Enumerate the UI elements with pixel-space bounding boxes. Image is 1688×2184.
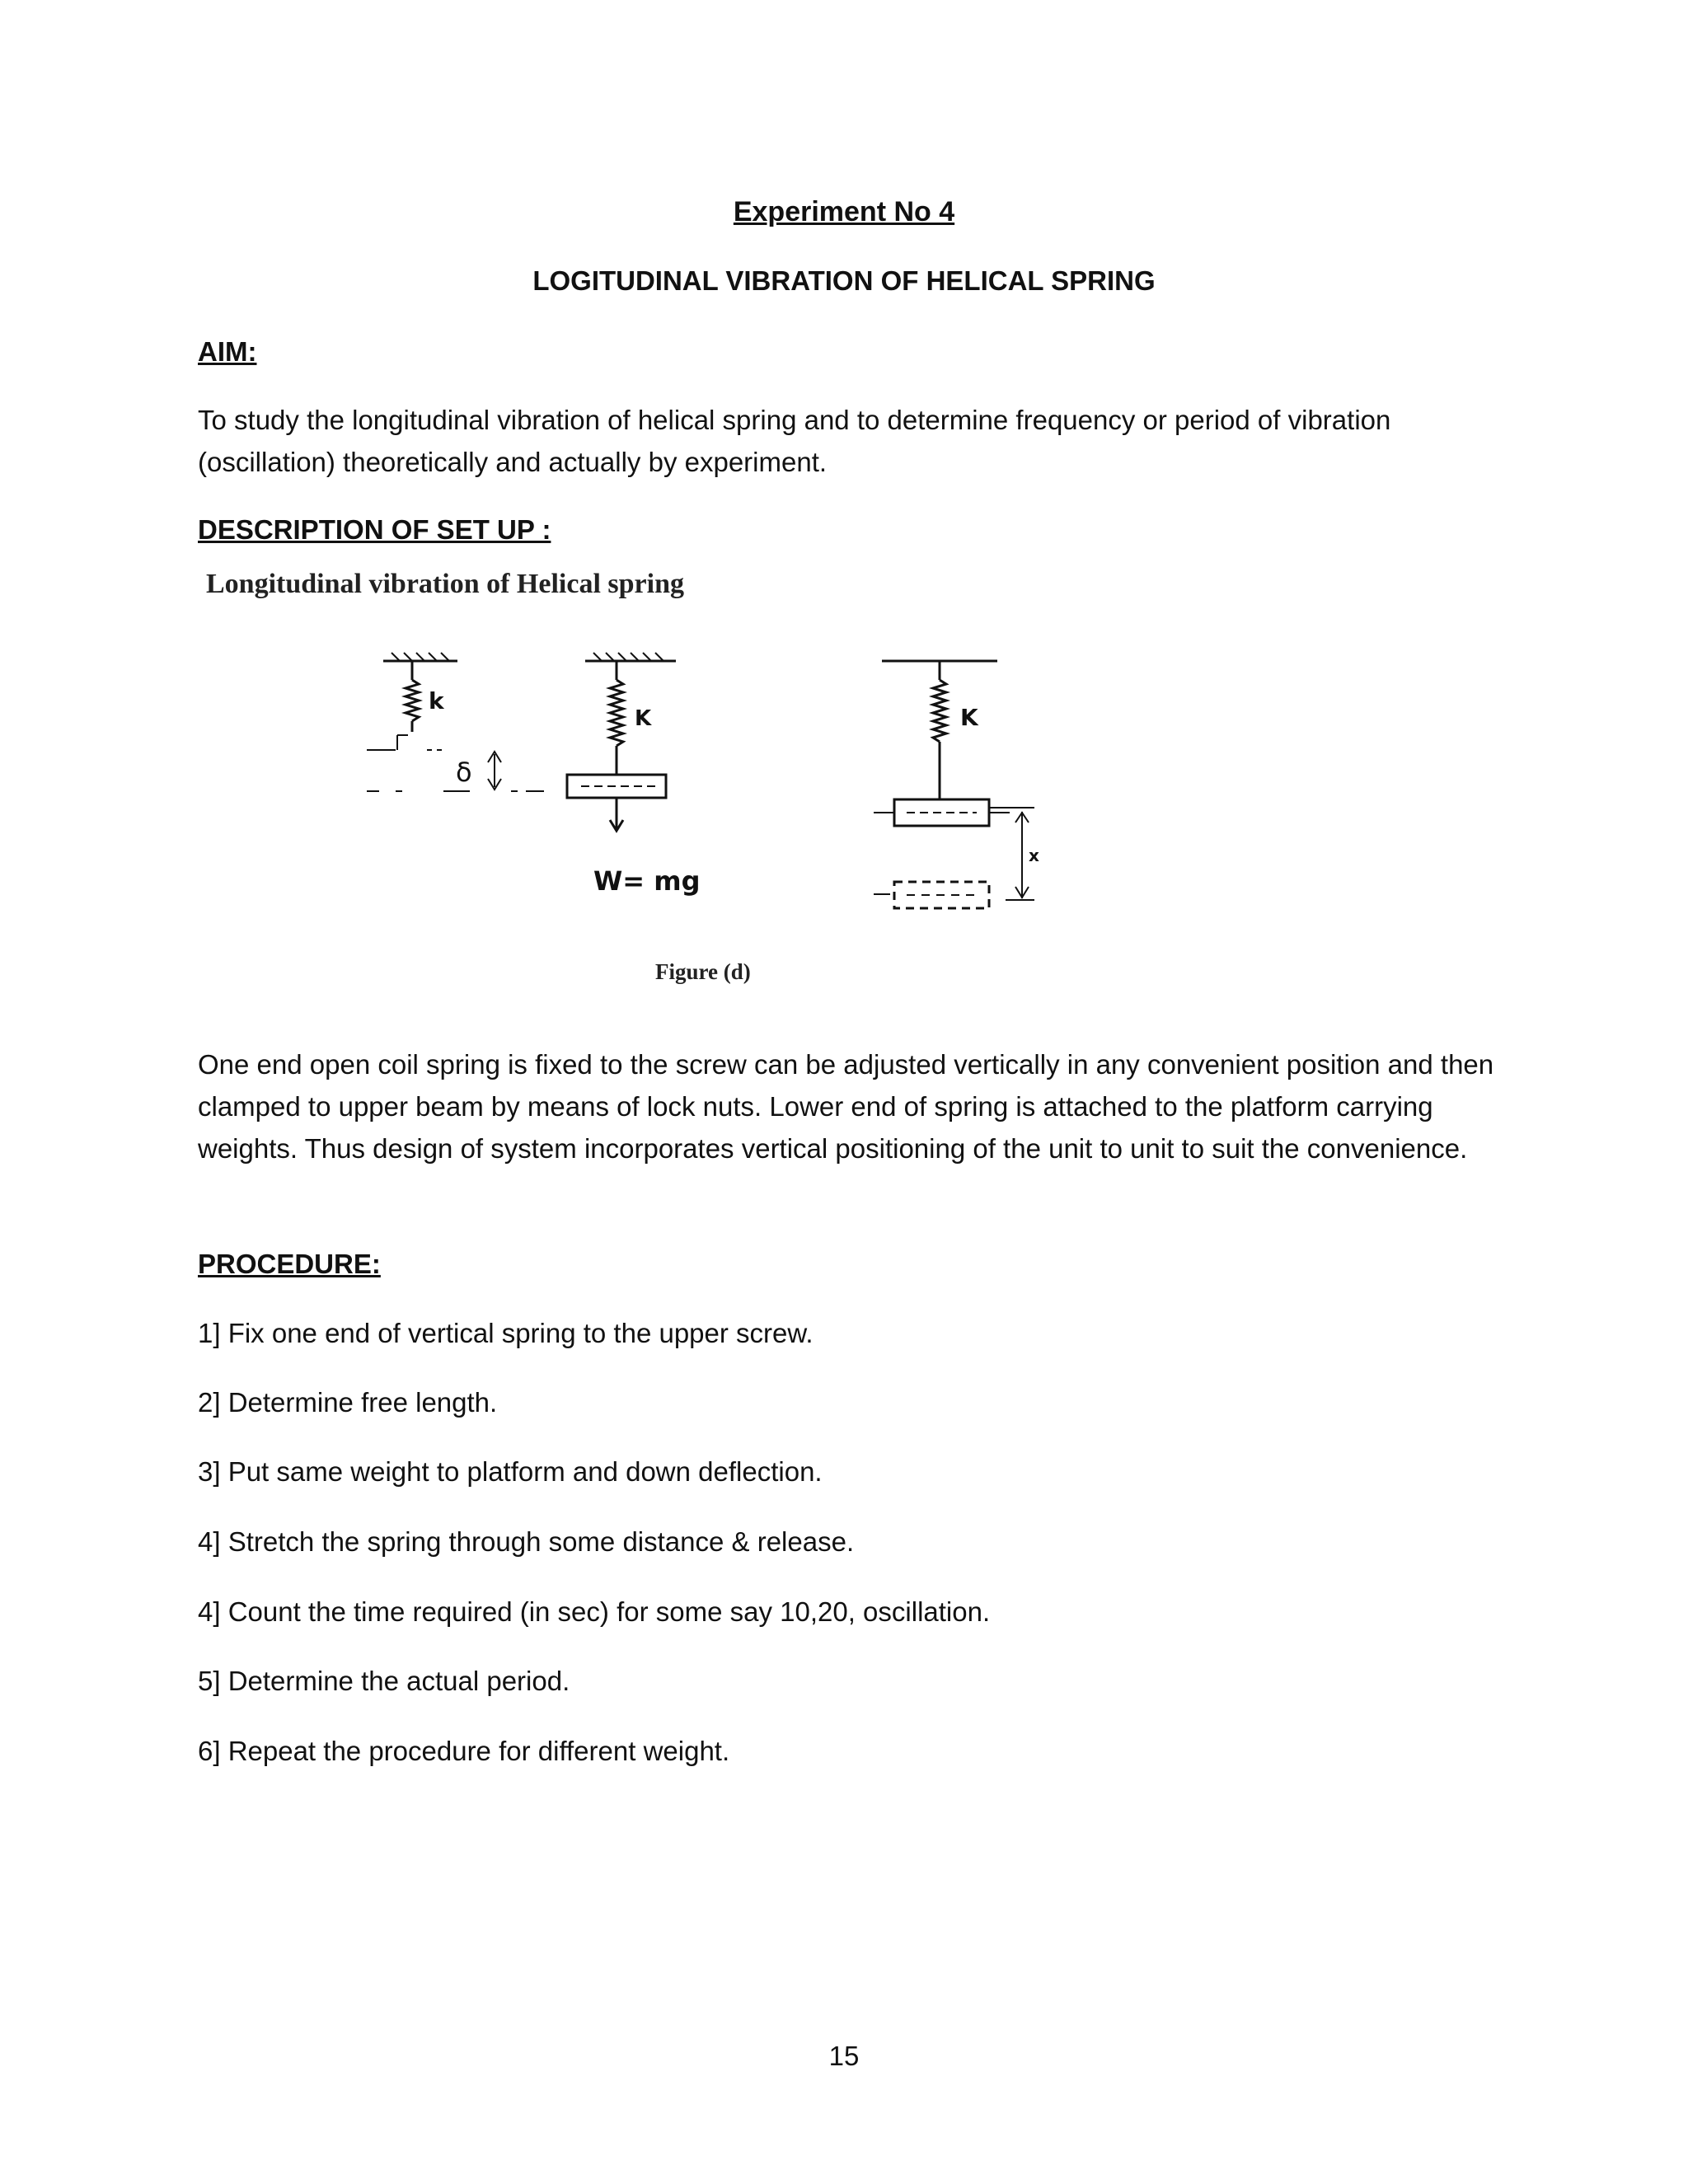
- procedure-step: 4] Stretch the spring through some distance & release.: [198, 1526, 855, 1557]
- spring-coil-1: [406, 680, 419, 721]
- aim-text: To study the longitudinal vibration of helical spring and to determine frequency or period of vibration (oscillation) theoretically and actually by experiment.: [198, 405, 1391, 477]
- page-title: LOGITUDINAL VIBRATION OF HELICAL SPRING: [532, 265, 1156, 296]
- figure-caption: Figure (d): [655, 959, 751, 984]
- procedure-step: 5] Determine the actual period.: [198, 1666, 570, 1696]
- label-delta: δ: [456, 757, 472, 788]
- procedure-step: 6] Repeat the procedure for different weight.: [198, 1736, 730, 1766]
- procedure-step: 3] Put same weight to platform and down deflection.: [198, 1456, 823, 1487]
- procedure-step: 1] Fix one end of vertical spring to the upper screw.: [198, 1318, 814, 1348]
- setup-heading: DESCRIPTION OF SET UP :: [198, 514, 551, 545]
- spring-figure: [346, 643, 1137, 940]
- figure-title: Longitudinal vibration of Helical spring: [206, 569, 684, 599]
- setup-text: One end open coil spring is fixed to the screw can be adjusted vertically in any convenient position and then clamped to upper beam by means of lock nuts. Lower end of spring is attached to the platform carrying weights. Thus design of system incorporates vertical positioning of the unit to unit to suit the convenience.: [198, 1049, 1494, 1164]
- label-x: x: [1029, 846, 1039, 865]
- spring-coil-3: [933, 680, 946, 742]
- procedure-heading: PROCEDURE:: [198, 1249, 381, 1279]
- label-k3: K: [960, 704, 978, 731]
- experiment-number: Experiment No 4: [733, 196, 955, 227]
- procedure-step: 4] Count the time required (in sec) for some say 10,20, oscillation.: [198, 1596, 991, 1627]
- spring-coil-2: [610, 680, 623, 746]
- label-k1: k: [429, 687, 444, 715]
- label-weight: W= mg: [593, 865, 701, 897]
- procedure-step: 2] Determine free length.: [198, 1387, 498, 1418]
- aim-heading: AIM:: [198, 336, 257, 367]
- label-k2: K: [635, 706, 652, 731]
- page-number: 15: [828, 2041, 860, 2071]
